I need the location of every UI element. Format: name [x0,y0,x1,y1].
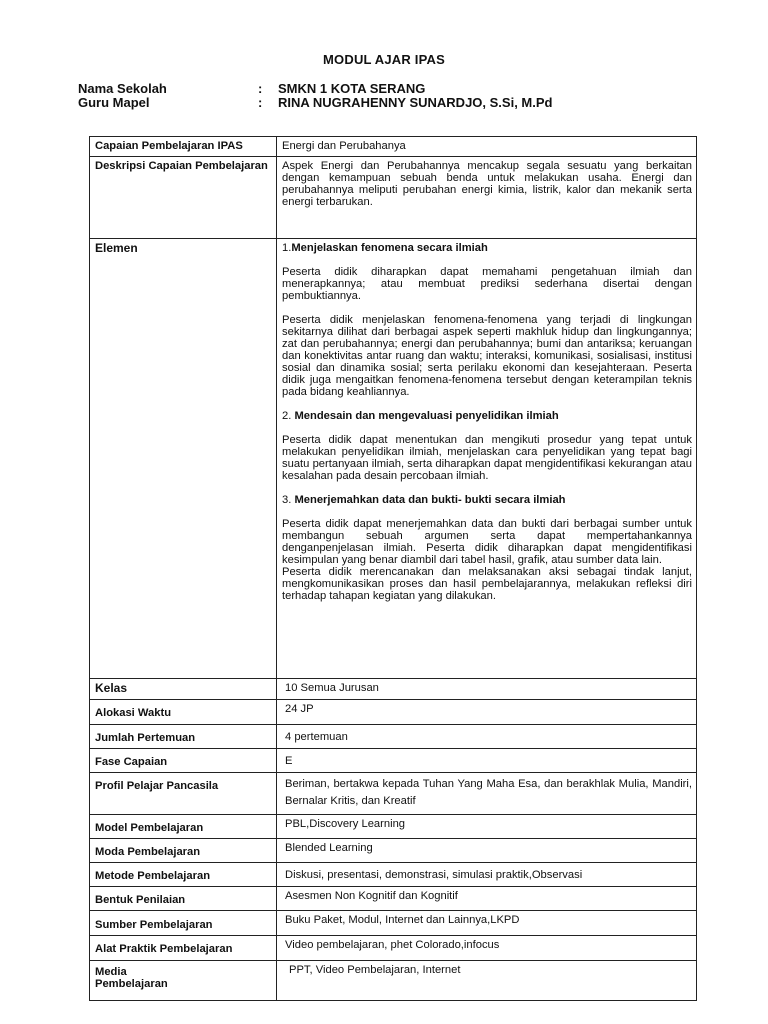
elemen-item3-heading [282,494,692,506]
document-title: MODUL AJAR IPAS [323,52,445,67]
elemen-item3-title: Menerjemahkan data dan bukti- bukti secara ilmiah [294,494,566,506]
metode-value: Diskusi, presentasi, demonstrasi, simulasi praktik,Observasi [277,863,697,887]
sumber-value: Buku Paket, Modul, Internet dan Lainnya,LKPD [277,911,697,936]
module-table [89,136,697,1001]
jumlah-label: Jumlah Pertemuan [90,725,277,749]
fase-value: E [277,749,697,773]
school-row [78,81,425,96]
elemen-value [277,239,697,679]
fase-label: Fase Capaian [90,749,277,773]
elemen-item1-number: 1. [282,242,292,254]
elemen-item1-p2: Peserta didik menjelaskan fenomena-fenomena yang terjadi di lingkungan sekitarnya dilihat dari berbagai aspek seperti makhluk hidup dan lingkungannya; zat dan perubahannya; energi dan perubahannya; bumi dan antariksa; keruangan dan konektivitas antar ruang dan waktu; interaksi, komunikasi, sosialisasi, institusi sosial dan dinamika sosial; serta perilaku ekonomi dan kesejahteraan. Peserta didik juga mengaitkan fenomena-fenomena tersebut dengan keterampilan teknis pada bidang keahliannya. [282,314,692,398]
alokasi-value: 24 JP [277,700,697,725]
capaian-label: Capaian Pembelajaran IPAS [90,137,277,157]
school-separator: : [258,81,263,96]
elemen-item3-p1: Peserta didik dapat menerjemahkan data dan bukti dari berbagai sumber untuk membangun sebuah argumen serta dapat mempertahankannya denganpenjelasan ilmiah. Peserta didik diharapkan dapat mengidentifikasi kesimpulan yang benar diambil dari tabel hasil, grafik, atau sumber data lain. [282,518,692,566]
row-fase [90,749,697,773]
moda-value: Blended Learning [277,839,697,863]
bentuk-label: Bentuk Penilaian [90,887,277,911]
row-jumlah [90,725,697,749]
model-value: PBL,Discovery Learning [277,815,697,839]
row-metode [90,863,697,887]
media-value: PPT, Video Pembelajaran, Internet [277,961,697,1001]
teacher-label: Guru Mapel [78,95,150,110]
elemen-item3-number: 3. [282,494,295,506]
kelas-value: 10 Semua Jurusan [277,679,697,700]
elemen-item1-heading [282,242,692,254]
teacher-value: RINA NUGRAHENNY SUNARDJO, S.Si, M.Pd [278,95,553,110]
row-profil [90,773,697,815]
sumber-label: Sumber Pembelajaran [90,911,277,936]
row-capaian [90,137,697,157]
media-label [90,961,277,1001]
elemen-item1-title: Menjelaskan fenomena secara ilmiah [291,242,488,254]
profil-label: Profil Pelajar Pancasila [90,773,277,815]
elemen-label: Elemen [90,239,277,679]
alat-value: Video pembelajaran, phet Colorado,infocus [277,936,697,961]
moda-label: Moda Pembelajaran [90,839,277,863]
elemen-item2-p1: Peserta didik dapat menentukan dan mengikuti prosedur yang tepat untuk melakukan penyelidikan ilmiah, menjelaskan cara penyelidikan yang tepat bagi suatu pertanyaan ilmiah, serta diharapkan dapat mengidentifikasi kekurangan atau kesalahan pada desain percobaan ilmiah. [282,434,692,482]
metode-label: Metode Pembelajaran [90,863,277,887]
row-media [90,961,697,1001]
row-model [90,815,697,839]
alokasi-label: Alokasi Waktu [90,700,277,725]
row-kelas [90,679,697,700]
model-label: Model Pembelajaran [90,815,277,839]
alat-label: Alat Praktik Pembelajaran [90,936,277,961]
school-value: SMKN 1 KOTA SERANG [278,81,426,96]
row-alokasi [90,700,697,725]
profil-value: Beriman, bertakwa kepada Tuhan Yang Maha Esa, dan berakhlak Mulia, Mandiri, Bernalar Kritis, dan Kreatif [277,773,697,815]
kelas-label: Kelas [90,679,277,700]
elemen-item1-p1: Peserta didik diharapkan dapat memahami pengetahuan ilmiah dan menerapkannya; atau membuat prediksi sederhana disertai dengan pembuktiannya. [282,266,692,302]
row-deskripsi [90,157,697,239]
row-moda [90,839,697,863]
row-elemen [90,239,697,679]
elemen-item2-heading [282,410,692,422]
elemen-item2-number: 2. [282,410,295,422]
teacher-row [78,95,552,110]
bentuk-value: Asesmen Non Kognitif dan Kognitif [277,887,697,911]
row-bentuk [90,887,697,911]
row-alat [90,936,697,961]
jumlah-value: 4 pertemuan [277,725,697,749]
capaian-value: Energi dan Perubahanya [277,137,697,157]
elemen-item2-title: Mendesain dan mengevaluasi penyelidikan ilmiah [294,410,559,422]
row-sumber [90,911,697,936]
elemen-item3-p2: Peserta didik merencanakan dan melaksanakan aksi sebagai tindak lanjut, mengkomunikasikan proses dan hasil pembelajarannya, melakukan refleksi diri terhadap tahapan kegiatan yang dilakukan. [282,566,692,602]
media-label-line1: Media [95,966,127,978]
school-label: Nama Sekolah [78,81,167,96]
deskripsi-label: Deskripsi Capaian Pembelajaran [90,157,277,239]
media-label-line2: Pembelajaran [95,978,168,990]
teacher-separator: : [258,95,263,110]
deskripsi-value: Aspek Energi dan Perubahannya mencakup segala sesuatu yang berkaitan dengan kemampuan sebuah benda untuk melakukan usaha. Energi dan perubahannya meliputi perubahan energi kimia, listrik, kalor dan mekanik serta energi terbarukan. [277,157,697,239]
